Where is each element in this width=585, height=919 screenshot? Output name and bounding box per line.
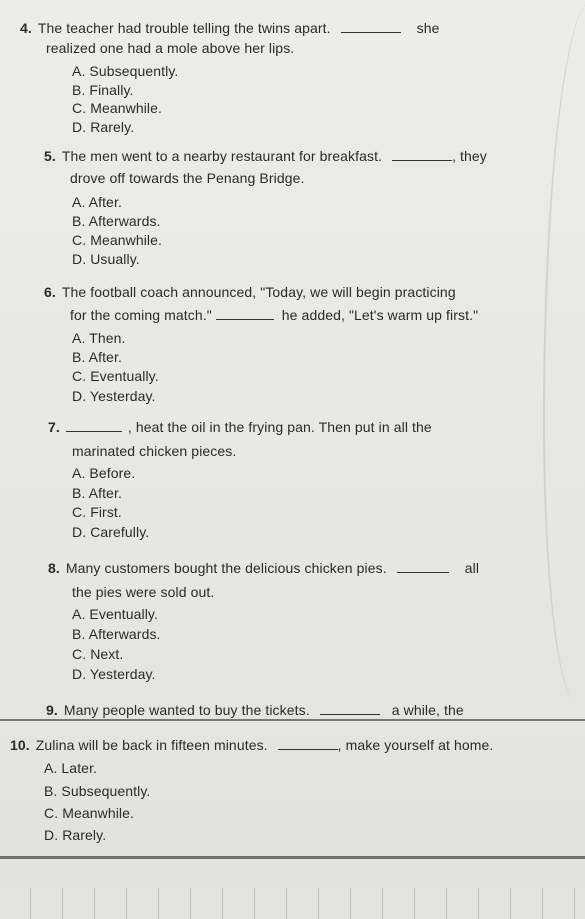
question-8-option-a: A. Eventually. [72, 606, 158, 622]
question-6-number: 6. [44, 284, 56, 300]
question-5-option-b: B. Afterwards. [72, 213, 161, 229]
question-7-option-c: C. First. [72, 504, 122, 520]
question-9-number: 9. [46, 702, 58, 718]
question-8-option-d: D. Yesterday. [72, 666, 156, 682]
question-10-blank [278, 737, 338, 750]
question-8-line-2: the pies were sold out. [72, 584, 215, 600]
question-8-blank [397, 560, 449, 573]
question-4-option-c: C. Meanwhile. [72, 100, 163, 116]
question-4-line-1: 4. The teacher had trouble telling the twins apart. she [20, 20, 440, 36]
question-4-number: 4. [20, 20, 32, 36]
question-7-blank [66, 419, 122, 432]
question-5-blank [392, 148, 452, 161]
question-9-blank [320, 702, 380, 715]
question-5-number: 5. [44, 148, 56, 164]
question-10-line-1: 10. Zulina will be back in fifteen minutes. , make yourself at home. [10, 737, 494, 753]
question-8-line-1: 8. Many customers bought the delicious chicken pies. all [48, 560, 480, 576]
question-7-option-b: B. After. [72, 485, 122, 501]
question-5-option-d: D. Usually. [72, 251, 140, 267]
question-7-number: 7. [48, 419, 60, 435]
question-10-option-d: D. Rarely. [44, 827, 107, 843]
question-5-option-c: C. Meanwhile. [72, 232, 163, 248]
question-10-number: 10. [10, 737, 30, 753]
question-5-line-1: 5. The men went to a nearby restaurant for breakfast. , they [44, 148, 487, 164]
question-4-option-d: D. Rarely. [72, 119, 135, 135]
question-10-option-b: B. Subsequently. [44, 783, 151, 799]
question-6-option-c: C. Eventually. [72, 368, 159, 384]
question-4-line-2: realized one had a mole above her lips. [46, 40, 295, 56]
question-7-option-a: A. Before. [72, 465, 136, 481]
question-7-line-2: marinated chicken pieces. [72, 443, 237, 459]
question-6-line-1: 6. The football coach announced, "Today, we will begin practicing [44, 284, 456, 300]
question-4-option-a: A. Subsequently. [72, 63, 179, 79]
question-9-line-1: 9. Many people wanted to buy the tickets. a while, the [46, 702, 464, 718]
fold-edge [0, 719, 585, 721]
question-10-option-a: A. Later. [44, 760, 98, 776]
question-6-blank [216, 307, 274, 320]
question-7-line-1: 7. , heat the oil in the frying pan. Then put in all the [48, 419, 432, 435]
question-8-option-b: B. Afterwards. [72, 626, 161, 642]
question-5-line-2: drove off towards the Penang Bridge. [70, 170, 305, 186]
question-5-option-a: A. After. [72, 194, 122, 210]
question-4-blank [341, 20, 401, 33]
question-7-option-d: D. Carefully. [72, 524, 150, 540]
page-curl-shadow [543, 0, 585, 700]
grid-strip [0, 888, 585, 919]
question-6-option-d: D. Yesterday. [72, 388, 156, 404]
page-bottom-edge [0, 856, 585, 859]
question-8-option-c: C. Next. [72, 646, 124, 662]
question-4-option-b: B. Finally. [72, 82, 134, 98]
question-10-option-c: C. Meanwhile. [44, 805, 135, 821]
question-6-option-b: B. After. [72, 349, 122, 365]
question-6-line-2: for the coming match." he added, "Let's warm up first." [70, 307, 479, 323]
question-6-option-a: A. Then. [72, 330, 126, 346]
question-8-number: 8. [48, 560, 60, 576]
